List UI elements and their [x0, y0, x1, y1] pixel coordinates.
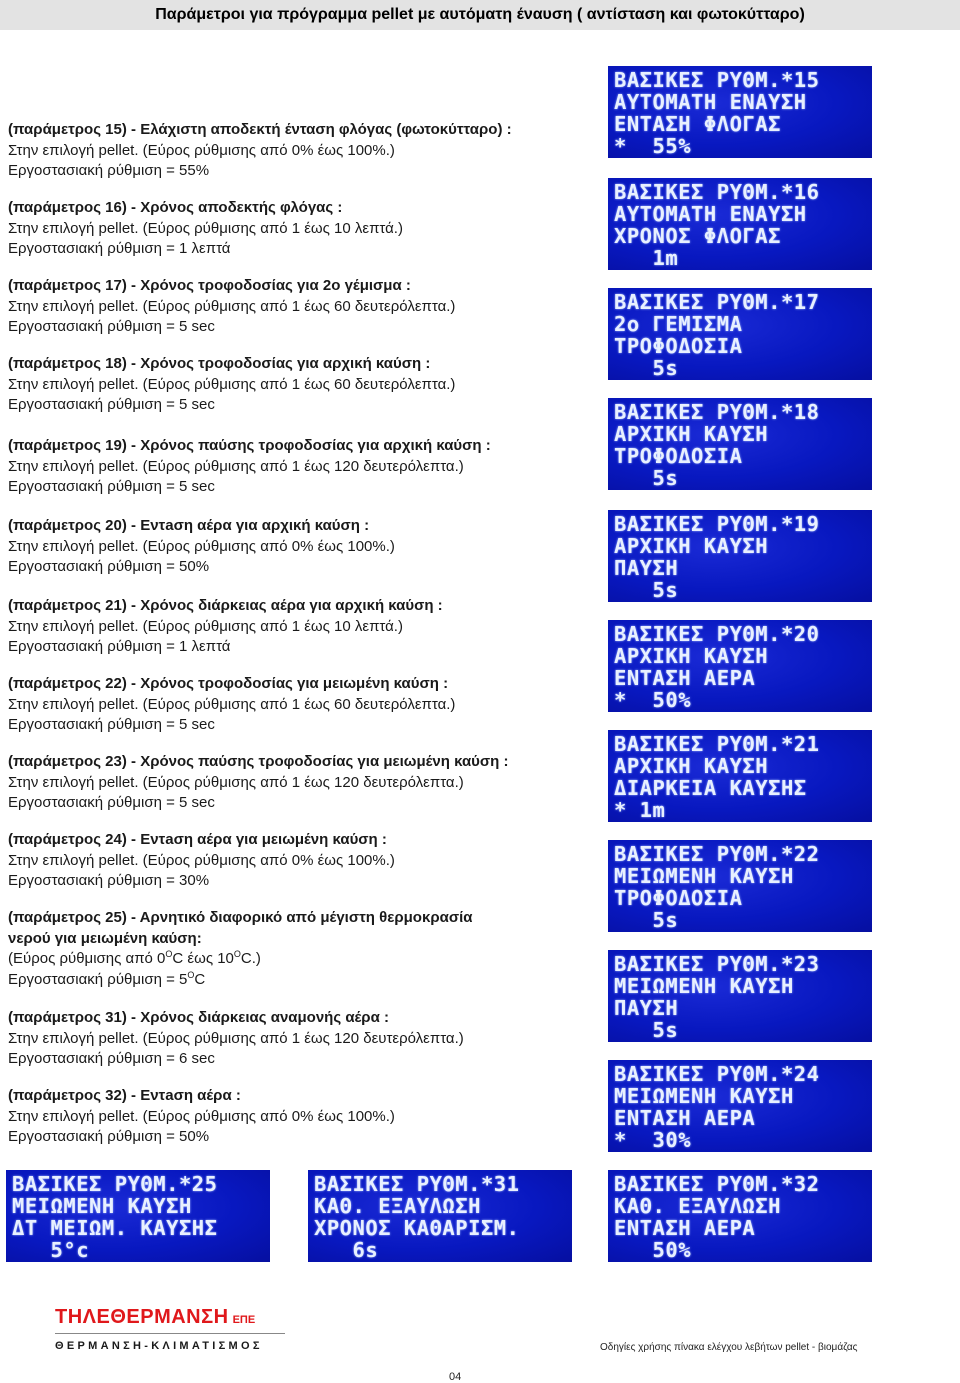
lcd-display-20: ΒΑΣΙΚΕΣ ΡΥΘΜ.*20 ΑΡΧΙΚΗ ΚΑΥΣΗ ΕΝΤΑΣΗ ΑΕΡΑ * 50% [608, 620, 872, 712]
param-range: Στην επιλογή pellet. (Εύρος ρύθμισης από 1 έως 120 δευτερόλεπτα.) [8, 773, 464, 791]
param-title: (παράμετρος 17) - Χρόνος τροφοδοσίας για 2ο γέμισμα : [8, 277, 411, 294]
footer-divider [55, 1333, 285, 1334]
brand-name: ΤΗΛΕΘΕΡΜΑΝΣΗ [55, 1306, 229, 1328]
lcd-display-17: ΒΑΣΙΚΕΣ ΡΥΘΜ.*17 2ο ΓΕΜΙΣΜΑ ΤΡΟΦΟΔΟΣΙΑ 5s [608, 288, 872, 380]
lcd-display-15: ΒΑΣΙΚΕΣ ΡΥΘΜ.*15 ΑΥΤΟΜΑΤΗ ΕΝΑΥΣΗ ΕΝΤΑΣΗ ΦΛΟΓΑΣ * 55% [608, 66, 872, 158]
param-factory: Εργοστασιακή ρύθμιση = 1 λεπτά [8, 638, 231, 655]
page-number: 04 [449, 1371, 462, 1383]
lcd-display-24: ΒΑΣΙΚΕΣ ΡΥΘΜ.*24 ΜΕΙΩΜΕΝΗ ΚΑΥΣΗ ΕΝΤΑΣΗ ΑΕΡΑ * 30% [608, 1060, 872, 1152]
param-title: (παράμετρος 21) - Χρόνος διάρκειας αέρα για αρχική καύση : [8, 597, 443, 614]
param-23 [8, 752, 608, 814]
param-21 [8, 596, 608, 658]
lcd-display-25: ΒΑΣΙΚΕΣ ΡΥΘΜ.*25 ΜΕΙΩΜΕΝΗ ΚΑΥΣΗ ΔΤ ΜΕΙΩΜ. ΚΑΥΣΗΣ 5°c [6, 1170, 270, 1262]
lcd-display-19: ΒΑΣΙΚΕΣ ΡΥΘΜ.*19 ΑΡΧΙΚΗ ΚΑΥΣΗ ΠΑΥΣΗ 5s [608, 510, 872, 602]
param-title: (παράμετρος 32) - Εντaση αέρα : [8, 1087, 241, 1104]
param-title: (παράμετρος 20) - Εντaση αέρα για αρχική καύση : [8, 517, 370, 534]
param-factory: Εργοστασιακή ρύθμιση = 50% [8, 558, 210, 575]
lcd-display-18: ΒΑΣΙΚΕΣ ΡΥΘΜ.*18 ΑΡΧΙΚΗ ΚΑΥΣΗ ΤΡΟΦΟΔΟΣΙΑ 5s [608, 398, 872, 490]
param-24 [8, 830, 608, 892]
param-title-cont: νερού για μειωμένη καύση: [8, 929, 202, 947]
param-17 [8, 276, 608, 338]
param-range: Στην επιλογή pellet. (Εύρος ρύθμισης από 0% έως 100%.) [8, 1107, 395, 1125]
param-title: (παράμετρος 22) - Χρόνος τροφοδοσίας για μειωμένη καύση : [8, 675, 449, 692]
lcd-display-16: ΒΑΣΙΚΕΣ ΡΥΘΜ.*16 ΑΥΤΟΜΑΤΗ ΕΝΑΥΣΗ ΧΡΟΝΟΣ ΦΛΟΓΑΣ 1m [608, 178, 872, 270]
lcd-display-21: ΒΑΣΙΚΕΣ ΡΥΘΜ.*21 ΑΡΧΙΚΗ ΚΑΥΣΗ ΔΙΑΡΚΕΙΑ ΚΑΥΣΗΣ * 1m [608, 730, 872, 822]
param-factory: Εργοστασιακή ρύθμιση = 5 sec [8, 318, 215, 335]
param-range: Στην επιλογή pellet. (Εύρος ρύθμισης από 1 έως 120 δευτερόλεπτα.) [8, 1029, 464, 1047]
param-factory: Εργοστασιακή ρύθμιση = 5 sec [8, 396, 215, 413]
param-factory: Εργοστασιακή ρύθμιση = 30% [8, 872, 210, 889]
param-factory: Εργοστασιακή ρύθμιση = 6 sec [8, 1050, 215, 1067]
param-range: Στην επιλογή pellet. (Εύρος ρύθμισης από 1 έως 120 δευτερόλεπτα.) [8, 457, 464, 475]
param-title: (παράμετρος 18) - Χρόνος τροφοδοσίας για αρχική καύση : [8, 355, 431, 372]
param-range: Στην επιλογή pellet. (Εύρος ρύθμισης από 1 έως 60 δευτερόλεπτα.) [8, 375, 456, 393]
param-22 [8, 674, 608, 736]
param-title: (παράμετρος 19) - Χρόνος παύσης τροφοδοσίας για αρχική καύση : [8, 437, 491, 454]
param-31 [8, 1008, 608, 1070]
param-factory: Εργοστασιακή ρύθμιση = 5 sec [8, 478, 215, 495]
param-range: Στην επιλογή pellet. (Εύρος ρύθμισης από 1 έως 60 δευτερόλεπτα.) [8, 695, 456, 713]
param-range: Στην επιλογή pellet. (Εύρος ρύθμισης από 0% έως 100%.) [8, 851, 395, 869]
param-title: (παράμετρος 31) - Χρόνος διάρκειας αναμονής αέρα : [8, 1009, 389, 1026]
param-range: Στην επιλογή pellet. (Εύρος ρύθμισης από 1 έως 10 λεπτά.) [8, 219, 403, 237]
param-16 [8, 198, 608, 260]
param-title: (παράμετρος 25) - Αρνητικό διαφορικό από μέγιστη θερμοκρασία [8, 909, 473, 926]
param-19 [8, 436, 608, 498]
param-range: (Εύρος ρύθμισης από $0^OC$ έως $10^OC$.) [8, 949, 261, 967]
footer-note: Οδηγίες χρήσης πίνακα ελέγχου λεβήτων pellet - βιομάζας [600, 1342, 858, 1353]
param-title: (παράμετρος 23) - Χρόνος παύσης τροφοδοσίας για μειωμένη καύση : [8, 753, 509, 770]
param-range: Στην επιλογή pellet. (Εύρος ρύθμισης από 1 έως 10 λεπτά.) [8, 617, 403, 635]
param-factory: Εργοστασιακή ρύθμιση = 5 sec [8, 716, 215, 733]
page-title: Παράμετροι για πρόγραμμα pellet με αυτόματη έναυση ( αντίσταση και φωτοκύτταρο) [155, 6, 805, 23]
lcd-display-22: ΒΑΣΙΚΕΣ ΡΥΘΜ.*22 ΜΕΙΩΜΕΝΗ ΚΑΥΣΗ ΤΡΟΦΟΔΟΣΙΑ 5s [608, 840, 872, 932]
param-title: (παράμετρος 15) - Ελάχιστη αποδεκτή ένταση φλόγας (φωτοκύτταρο) : [8, 121, 512, 138]
param-32 [8, 1086, 608, 1148]
lcd-display-32: ΒΑΣΙΚΕΣ ΡΥΘΜ.*32 ΚΑΘ. ΕΞΑΥΛΩΣΗ ΕΝΤΑΣΗ ΑΕΡΑ 50% [608, 1170, 872, 1262]
brand-tagline: ΘΕΡΜΑΝΣΗ-ΚΛΙΜΑΤΙΣΜΟΣ [55, 1340, 263, 1352]
param-factory: Εργοστασιακή $\rho ύ\theta\mu\iota\sigma\eta = 5^OC$ [8, 969, 206, 988]
param-title: (παράμετρος 24) - Εντaση αέρα για μειωμένη καύση : [8, 831, 387, 848]
param-15 [8, 120, 608, 182]
param-18 [8, 354, 608, 416]
param-range: Στην επιλογή pellet. (Εύρος ρύθμισης από 0% έως 100%.) [8, 537, 395, 555]
param-20 [8, 516, 608, 578]
param-factory: Εργοστασιακή ρύθμιση = 55% [8, 162, 210, 179]
param-factory: Εργοστασιακή ρύθμιση = 50% [8, 1128, 210, 1145]
company-logo [55, 1306, 255, 1329]
header-bar [0, 0, 960, 30]
lcd-display-31: ΒΑΣΙΚΕΣ ΡΥΘΜ.*31 ΚΑΘ. ΕΞΑΥΛΩΣΗ ΧΡΟΝΟΣ ΚΑΘΑΡΙΣΜ. 6s [308, 1170, 572, 1262]
param-range: Στην επιλογή pellet. (Εύρος ρύθμισης από 0% έως 100%.) [8, 141, 395, 159]
param-range: Στην επιλογή pellet. (Εύρος ρύθμισης από 1 έως 60 δευτερόλεπτα.) [8, 297, 456, 315]
param-25 [8, 908, 608, 990]
brand-suffix: ΕΠΕ [232, 1314, 256, 1326]
lcd-display-23: ΒΑΣΙΚΕΣ ΡΥΘΜ.*23 ΜΕΙΩΜΕΝΗ ΚΑΥΣΗ ΠΑΥΣΗ 5s [608, 950, 872, 1042]
param-factory: Εργοστασιακή ρύθμιση = 1 λεπτά [8, 240, 231, 257]
param-factory: Εργοστασιακή ρύθμιση = 5 sec [8, 794, 215, 811]
param-title: (παράμετρος 16) - Χρόνος αποδεκτής φλόγας : [8, 199, 343, 216]
